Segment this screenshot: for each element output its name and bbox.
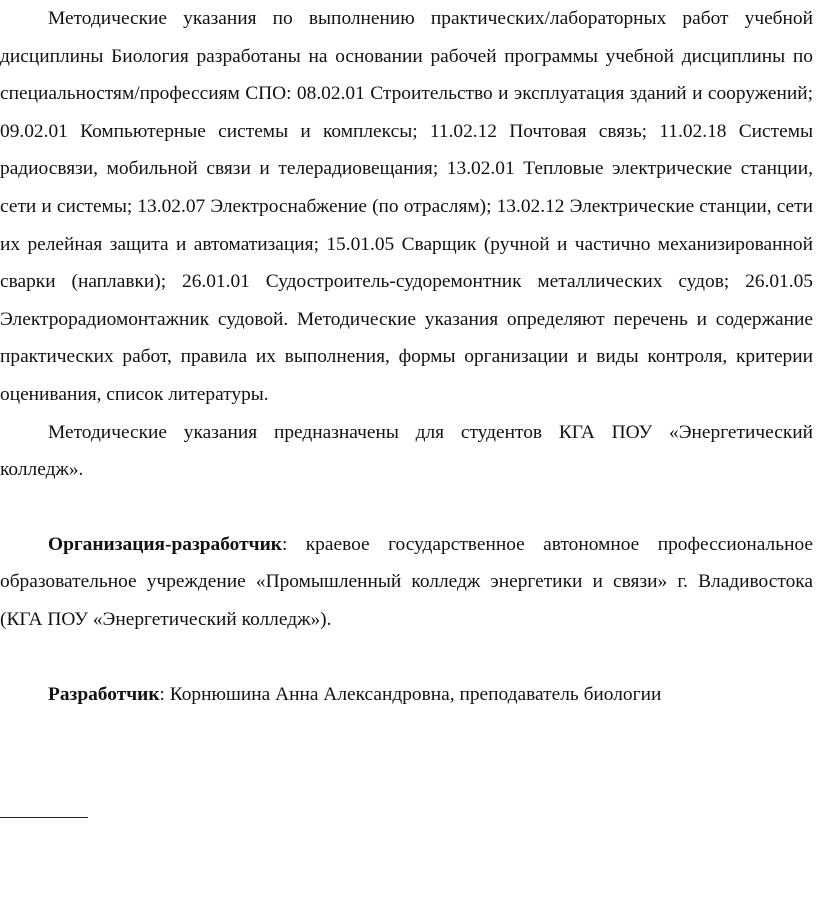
developer-paragraph (0, 676, 813, 714)
developer-label: Разработчик (48, 683, 160, 705)
intro-paragraph: Методические указания по выполнению практических/лабораторных работ учебной дисциплины Биология разработаны на основании рабочей программы учебной дисциплины по специальностям/профессиям СПО: 08.02.01 Строительство и эксплуатация зданий и сооружений; 09.02.01 Компьютерные системы и комплексы; 11.02.12 Почтовая связь; 11.02.18 Системы радиосвязи, мобильной связи и телерадиовещания; 13.02.01 Тепловые электрические станции, сети и системы; 13.02.07 Электроснабжение (по отраслям); 13.02.12 Электрические станции, сети их релейная защита и автоматизация; 15.01.05 Сварщик (ручной и частично механизированной сварки (наплавки); 26.01.01 Судостроитель-судоремонтник металлических судов; 26.01.05 Электрорадиомонтажник судовой. Методические указания определяют перечень и содержание практических работ, правила их выполнения, формы организации и виды контроля, критерии оценивания, список литературы. (0, 8, 813, 405)
audience-paragraph: Методические указания предназначены для студентов КГА ПОУ «Энергетический колледж». (0, 421, 813, 481)
developer-organization-paragraph (0, 526, 813, 639)
developer-organization-label: Организация-разработчик (48, 533, 282, 555)
developer-organization-text: краевое государственное автономное профессиональное образовательное учреждение «Промышленный колледж энергетики и связи» г. Владивостока (КГА ПОУ «Энергетический колледж»). (0, 533, 813, 630)
developer-separator: : (159, 683, 165, 705)
developer-organization-separator: : (281, 533, 288, 555)
developer-text: Корнюшина Анна Александровна, преподаватель биологии (164, 683, 662, 705)
footnote-separator-line (0, 817, 88, 818)
